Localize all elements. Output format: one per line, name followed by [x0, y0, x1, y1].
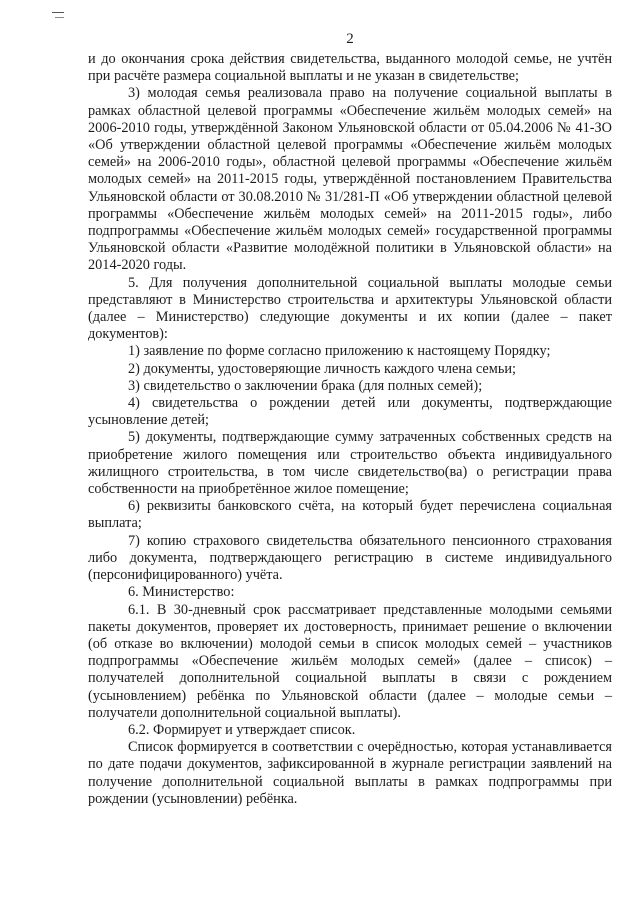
page-number: 2 — [346, 31, 354, 47]
list-item-4: 4) свидетельства о рождении детей или документы, подтверждающие усыновление детей; — [88, 395, 612, 429]
list-item-7: 7) копию страхового свидетельства обязательного пенсионного страхования либо документа, подтверждающего регистрацию в системе индивидуального (персонифицированного) учёта. — [88, 532, 612, 584]
list-item-3: 3) свидетельство о заключении брака (для полных семей); — [128, 377, 483, 394]
paragraph-6-1: 6.1. В 30-дневный срок рассматривает представленные молодыми семьями пакеты документов, проверяет их достоверность, принимает решение о включении (об отказе во включении) молодой семьи в список молодых семей – участников подпрограммы «Обеспечение жильём молодых семей» (далее – список) – получателей дополнительной социальной выплаты в связи с рождением (усыновлением) ребёнка по Ульяновской области (далее – молодые семьи – получатели дополнительной социальной выплаты). — [88, 601, 612, 721]
paragraph-item-3: 3) молодая семья реализовала право на получение социальной выплаты в рамках областной целевой программы «Обеспечение жильём молодых семей» на 2006-2010 годы, утверждённой Законом Ульяновской области от 05.04.2006 № 41-ЗО «Об утверждении областной целевой программы «Обеспечение жильём молодых семей» на 2006-2010 годы», областной целевой программы «Обеспечение жильём молодых семей» на 2011-2015 годы, утверждённой постановлением Правительства Ульяновской области от 30.08.2010 № 31/281-П «Об утверждении областной целевой программы «Обеспечение жильём молодых семей» на 2011-2015 годы», либо подпрограммы «Обеспечение жильём молодых семей» государственной программы Ульяновской области «Развитие молодёжной политики в Ульяновской области» на 2014-2020 годы. — [88, 85, 612, 274]
paragraph-section-6: 6. Министерство: — [128, 584, 235, 601]
scan-artifact — [55, 17, 64, 18]
list-item-1: 1) заявление по форме согласно приложению к настоящему Порядку; — [128, 343, 551, 360]
list-item-5: 5) документы, подтверждающие сумму затраченных собственных средств на приобретение жилого помещения или строительство объекта индивидуального жилищного строительства, в том числе свидетельство(ва) о регистрации права собственности на приобретённое жилое помещение; — [88, 429, 612, 498]
paragraph-continuation: и до окончания срока действия свидетельства, выданного молодой семье, не учтён при расчёте размера социальной выплаты и не указан в свидетельстве; — [88, 51, 612, 85]
list-item-2: 2) документы, удостоверяющие личность каждого члена семьи; — [128, 360, 516, 377]
paragraph-section-5: 5. Для получения дополнительной социальной выплаты молодые семьи представляют в Министерство строительства и архитектуры Ульяновской области (далее – Министерство) следующие документы и их копии (далее – пакет документов): — [88, 274, 612, 343]
paragraph-6-2: 6.2. Формирует и утверждает список. — [128, 721, 356, 738]
scan-artifact — [52, 12, 64, 13]
document-body — [88, 51, 612, 808]
list-item-6: 6) реквизиты банковского счёта, на который будет перечислена социальная выплата; — [88, 498, 612, 532]
paragraph-list-ordering: Список формируется в соответствии с очерёдностью, которая устанавливается по дате подачи документов, зафиксированной в журнале регистрации заявлений на получение дополнительной социальной выплаты в рамках подпрограммы при рождении (усыновлении) ребёнка. — [88, 739, 612, 807]
